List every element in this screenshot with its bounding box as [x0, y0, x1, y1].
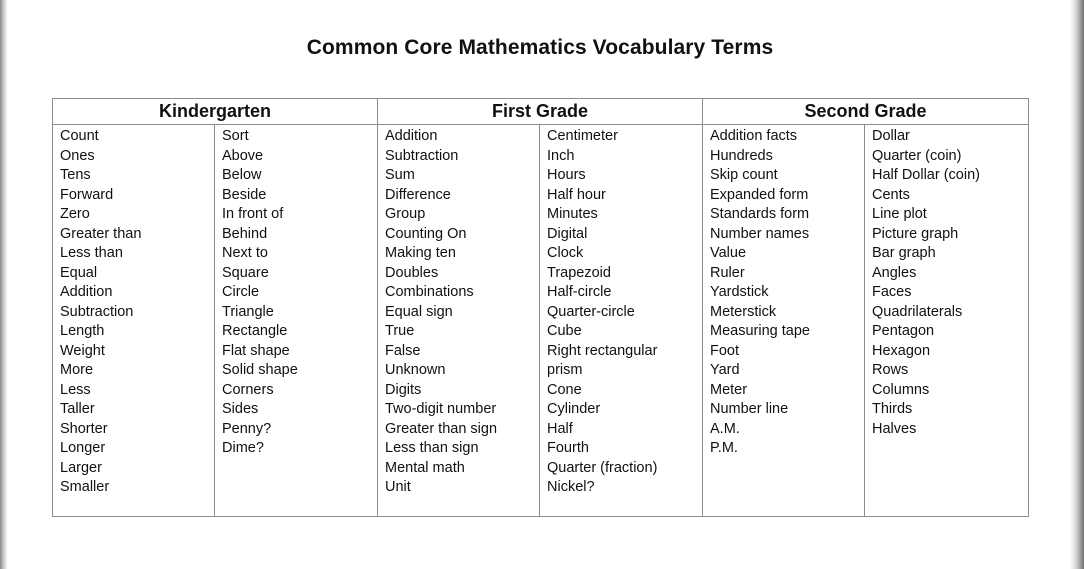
- first-grade-term: Centimeter: [547, 128, 618, 144]
- kindergarten-term: In front of: [222, 206, 284, 222]
- first-grade-term: Difference: [385, 186, 451, 203]
- first-grade-term: Half hour: [547, 186, 606, 203]
- first-grade-term: Digits: [385, 381, 422, 398]
- second-grade-term: Columns: [872, 381, 930, 398]
- kindergarten-term: Ones: [60, 147, 95, 164]
- first-grade-term: Digital: [547, 225, 588, 242]
- second-grade-term: Number line: [710, 401, 789, 417]
- second-grade-term: Ruler: [710, 264, 745, 281]
- second-grade-term: Number names: [710, 225, 810, 242]
- second-grade-term: Yardstick: [710, 284, 769, 300]
- second-grade-term: Rows: [872, 362, 909, 378]
- first-grade-term: Group: [385, 206, 426, 222]
- first-grade-term: Half-circle: [547, 284, 612, 300]
- kindergarten-term: Zero: [60, 206, 90, 222]
- header-first-grade: First Grade: [378, 99, 703, 125]
- first-grade-column-1: [378, 125, 540, 517]
- terms-row: [53, 125, 1029, 517]
- first-grade-term: Cone: [547, 381, 582, 398]
- kindergarten-term: Dime?: [222, 440, 264, 456]
- kindergarten-term: Circle: [222, 284, 260, 300]
- kindergarten-term: Forward: [60, 186, 114, 203]
- second-grade-term: Cents: [872, 186, 910, 203]
- kindergarten-term: Triangle: [222, 303, 274, 320]
- kindergarten-term: Taller: [60, 401, 95, 417]
- kindergarten-term: Less than: [60, 245, 123, 261]
- first-grade-term: Greater than sign: [385, 420, 498, 437]
- first-grade-term: Less than sign: [385, 440, 479, 456]
- kindergarten-column-2: [215, 125, 378, 517]
- second-grade-term: Picture graph: [872, 225, 959, 242]
- second-grade-term: Skip count: [710, 167, 778, 183]
- second-grade-term: Foot: [710, 342, 740, 359]
- second-grade-term: Addition facts: [710, 128, 798, 144]
- first-grade-term: Unit: [385, 479, 411, 495]
- second-grade-column-1: [703, 125, 865, 517]
- kindergarten-term: Above: [222, 147, 264, 164]
- first-grade-column-2: [540, 125, 703, 517]
- kindergarten-term: Beside: [222, 186, 267, 203]
- first-grade-term: prism: [547, 362, 583, 378]
- vocabulary-table: [52, 98, 1029, 517]
- kindergarten-term: Longer: [60, 440, 106, 456]
- page-left-shadow: [0, 0, 8, 569]
- first-grade-term: Nickel?: [547, 479, 595, 495]
- grade-header-row: [53, 99, 1029, 125]
- second-grade-term: Measuring tape: [710, 323, 810, 339]
- first-grade-term: Trapezoid: [547, 264, 611, 281]
- first-grade-term: Two-digit number: [385, 401, 497, 417]
- first-grade-term: Unknown: [385, 362, 446, 378]
- second-grade-term: Angles: [872, 264, 917, 281]
- kindergarten-term: Length: [60, 323, 105, 339]
- first-grade-term: Mental math: [385, 459, 465, 476]
- second-grade-term: Hundreds: [710, 147, 773, 164]
- second-grade-term: Half Dollar (coin): [872, 167, 980, 183]
- second-grade-term: Meterstick: [710, 303, 777, 320]
- kindergarten-term: More: [60, 362, 94, 378]
- first-grade-term: Clock: [547, 245, 584, 261]
- kindergarten-term: Solid shape: [222, 362, 298, 378]
- kindergarten-term: Flat shape: [222, 342, 290, 359]
- kindergarten-term: Rectangle: [222, 323, 288, 339]
- first-grade-term: Subtraction: [385, 147, 459, 164]
- kindergarten-term: Below: [222, 167, 262, 183]
- second-grade-term: Yard: [710, 362, 740, 378]
- kindergarten-term: Count: [60, 128, 99, 144]
- second-grade-term: Hexagon: [872, 342, 931, 359]
- kindergarten-term: Penny?: [222, 420, 272, 437]
- kindergarten-term: Tens: [60, 167, 91, 183]
- first-grade-term: Addition: [385, 128, 438, 144]
- kindergarten-term: Subtraction: [60, 303, 134, 320]
- first-grade-term: Fourth: [547, 440, 589, 456]
- second-grade-term: Quarter (coin): [872, 147, 962, 164]
- second-grade-term: A.M.: [710, 420, 740, 437]
- kindergarten-term: Square: [222, 264, 269, 281]
- second-grade-column-2: [865, 125, 1029, 517]
- page-title: Common Core Mathematics Vocabulary Terms: [306, 36, 774, 59]
- first-grade-term: Cylinder: [547, 401, 601, 417]
- header-second-grade: Second Grade: [703, 99, 1029, 125]
- first-grade-term: Combinations: [385, 284, 474, 300]
- first-grade-term: Quarter-circle: [547, 303, 635, 320]
- kindergarten-term: Equal: [60, 264, 98, 281]
- second-grade-term: Pentagon: [872, 323, 935, 339]
- second-grade-term: Dollar: [872, 128, 910, 144]
- second-grade-term: Quadrilaterals: [872, 303, 963, 320]
- kindergarten-term: Corners: [222, 381, 274, 398]
- first-grade-term: Half: [547, 420, 573, 437]
- second-grade-term: Faces: [872, 284, 912, 300]
- second-grade-term: Meter: [710, 381, 748, 398]
- kindergarten-term: Less: [60, 381, 91, 398]
- first-grade-term: False: [385, 342, 421, 359]
- kindergarten-term: Shorter: [60, 420, 108, 437]
- kindergarten-term: Addition: [60, 284, 113, 300]
- kindergarten-term: Next to: [222, 245, 268, 261]
- first-grade-term: Minutes: [547, 206, 598, 222]
- first-grade-term: True: [385, 323, 415, 339]
- second-grade-term: Line plot: [872, 206, 927, 222]
- first-grade-term: Hours: [547, 167, 586, 183]
- first-grade-term: Making ten: [385, 245, 456, 261]
- kindergarten-column-1: [53, 125, 215, 517]
- kindergarten-term: Larger: [60, 459, 102, 476]
- second-grade-term: Halves: [872, 420, 917, 437]
- second-grade-term: Standards form: [710, 206, 810, 222]
- header-kindergarten: Kindergarten: [53, 99, 378, 125]
- second-grade-term: Expanded form: [710, 186, 809, 203]
- kindergarten-term: Weight: [60, 342, 105, 359]
- first-grade-term: Equal sign: [385, 303, 453, 320]
- first-grade-term: Cube: [547, 323, 582, 339]
- page-right-shadow: [1070, 0, 1084, 569]
- first-grade-term: Counting On: [385, 225, 467, 242]
- kindergarten-term: Sort: [222, 128, 249, 144]
- first-grade-term: Quarter (fraction): [547, 459, 658, 476]
- second-grade-term: Bar graph: [872, 245, 936, 261]
- kindergarten-term: Behind: [222, 225, 268, 242]
- second-grade-term: P.M.: [710, 440, 738, 456]
- first-grade-term: Doubles: [385, 264, 439, 281]
- first-grade-term: Sum: [385, 167, 415, 183]
- kindergarten-term: Greater than: [60, 225, 142, 242]
- first-grade-term: Right rectangular: [547, 342, 658, 359]
- kindergarten-term: Smaller: [60, 479, 110, 495]
- kindergarten-term: Sides: [222, 401, 259, 417]
- first-grade-term: Inch: [547, 147, 575, 164]
- second-grade-term: Value: [710, 245, 747, 261]
- second-grade-term: Thirds: [872, 401, 913, 417]
